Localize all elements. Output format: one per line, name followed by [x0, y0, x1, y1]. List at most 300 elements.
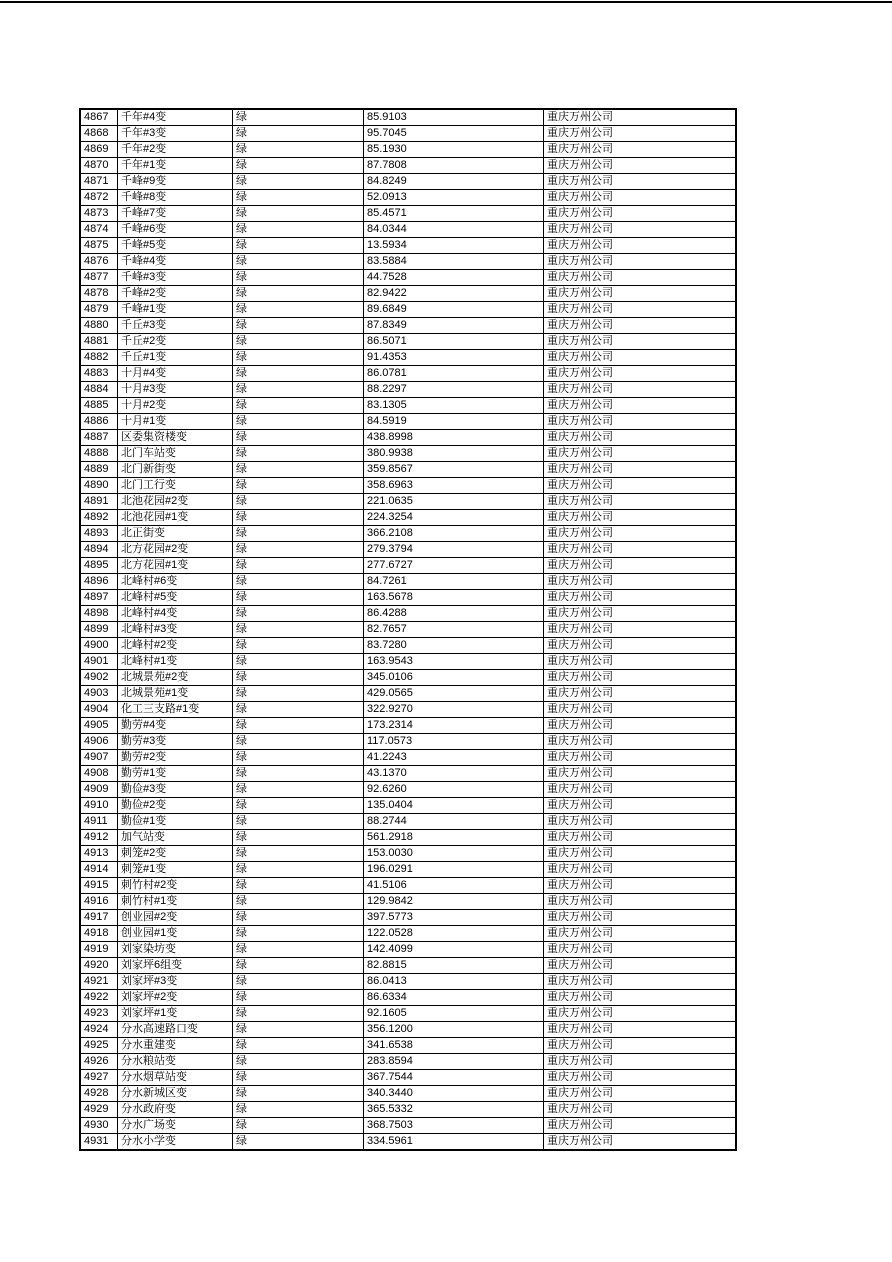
status-cell: 绿 [233, 990, 364, 1006]
table-row [80, 750, 736, 766]
row-id-cell: 4917 [80, 910, 118, 926]
table-row [80, 590, 736, 606]
table-row [80, 254, 736, 270]
company-cell: 重庆万州公司 [544, 366, 737, 382]
table-row [80, 718, 736, 734]
company-cell: 重庆万州公司 [544, 430, 737, 446]
substation-name-cell: 千丘#1变 [118, 350, 233, 366]
table-row [80, 734, 736, 750]
page-top-rule [0, 1, 892, 3]
status-cell: 绿 [233, 382, 364, 398]
table-row [80, 1118, 736, 1134]
value-cell: 438.8998 [364, 430, 544, 446]
status-cell: 绿 [233, 574, 364, 590]
value-cell: 92.6260 [364, 782, 544, 798]
company-cell: 重庆万州公司 [544, 1006, 737, 1022]
company-cell: 重庆万州公司 [544, 910, 737, 926]
substation-name-cell: 分水广场变 [118, 1118, 233, 1134]
status-cell: 绿 [233, 510, 364, 526]
company-cell: 重庆万州公司 [544, 894, 737, 910]
status-cell: 绿 [233, 494, 364, 510]
row-id-cell: 4875 [80, 238, 118, 254]
company-cell: 重庆万州公司 [544, 462, 737, 478]
row-id-cell: 4907 [80, 750, 118, 766]
company-cell: 重庆万州公司 [544, 574, 737, 590]
status-cell: 绿 [233, 1134, 364, 1151]
table-row [80, 670, 736, 686]
value-cell: 367.7544 [364, 1070, 544, 1086]
status-cell: 绿 [233, 254, 364, 270]
status-cell: 绿 [233, 734, 364, 750]
substation-name-cell: 北城景苑#1变 [118, 686, 233, 702]
row-id-cell: 4876 [80, 254, 118, 270]
substation-name-cell: 区委集资楼变 [118, 430, 233, 446]
substation-name-cell: 千丘#3变 [118, 318, 233, 334]
substation-name-cell: 刘家坪#1变 [118, 1006, 233, 1022]
status-cell: 绿 [233, 702, 364, 718]
row-id-cell: 4871 [80, 174, 118, 190]
table-row [80, 1070, 736, 1086]
row-id-cell: 4920 [80, 958, 118, 974]
status-cell: 绿 [233, 942, 364, 958]
company-cell: 重庆万州公司 [544, 109, 737, 126]
row-id-cell: 4903 [80, 686, 118, 702]
row-id-cell: 4882 [80, 350, 118, 366]
company-cell: 重庆万州公司 [544, 1038, 737, 1054]
value-cell: 117.0573 [364, 734, 544, 750]
status-cell: 绿 [233, 109, 364, 126]
status-cell: 绿 [233, 222, 364, 238]
company-cell: 重庆万州公司 [544, 286, 737, 302]
company-cell: 重庆万州公司 [544, 158, 737, 174]
row-id-cell: 4879 [80, 302, 118, 318]
company-cell: 重庆万州公司 [544, 718, 737, 734]
status-cell: 绿 [233, 910, 364, 926]
row-id-cell: 4893 [80, 526, 118, 542]
row-id-cell: 4930 [80, 1118, 118, 1134]
row-id-cell: 4915 [80, 878, 118, 894]
company-cell: 重庆万州公司 [544, 750, 737, 766]
substation-name-cell: 刺竹村#2变 [118, 878, 233, 894]
row-id-cell: 4924 [80, 1022, 118, 1038]
company-cell: 重庆万州公司 [544, 606, 737, 622]
value-cell: 88.2744 [364, 814, 544, 830]
table-row [80, 238, 736, 254]
row-id-cell: 4881 [80, 334, 118, 350]
substation-name-cell: 北正街变 [118, 526, 233, 542]
company-cell: 重庆万州公司 [544, 926, 737, 942]
value-cell: 82.7657 [364, 622, 544, 638]
company-cell: 重庆万州公司 [544, 1118, 737, 1134]
value-cell: 86.4288 [364, 606, 544, 622]
status-cell: 绿 [233, 526, 364, 542]
value-cell: 85.1930 [364, 142, 544, 158]
value-cell: 153.0030 [364, 846, 544, 862]
status-cell: 绿 [233, 638, 364, 654]
substation-name-cell: 分水烟草站变 [118, 1070, 233, 1086]
status-cell: 绿 [233, 542, 364, 558]
table-row [80, 430, 736, 446]
table-row [80, 638, 736, 654]
status-cell: 绿 [233, 286, 364, 302]
row-id-cell: 4877 [80, 270, 118, 286]
value-cell: 224.3254 [364, 510, 544, 526]
company-cell: 重庆万州公司 [544, 942, 737, 958]
value-cell: 340.3440 [364, 1086, 544, 1102]
status-cell: 绿 [233, 174, 364, 190]
status-cell: 绿 [233, 238, 364, 254]
row-id-cell: 4878 [80, 286, 118, 302]
company-cell: 重庆万州公司 [544, 446, 737, 462]
status-cell: 绿 [233, 1102, 364, 1118]
row-id-cell: 4887 [80, 430, 118, 446]
row-id-cell: 4905 [80, 718, 118, 734]
substation-name-cell: 勤俭#3变 [118, 782, 233, 798]
company-cell: 重庆万州公司 [544, 1086, 737, 1102]
value-cell: 397.5773 [364, 910, 544, 926]
substation-name-cell: 千峰#2变 [118, 286, 233, 302]
substation-name-cell: 刺笼#2变 [118, 846, 233, 862]
row-id-cell: 4912 [80, 830, 118, 846]
substation-name-cell: 创业园#1变 [118, 926, 233, 942]
value-cell: 163.9543 [364, 654, 544, 670]
status-cell: 绿 [233, 366, 364, 382]
value-cell: 44.7528 [364, 270, 544, 286]
table-row [80, 190, 736, 206]
company-cell: 重庆万州公司 [544, 670, 737, 686]
table-row [80, 142, 736, 158]
status-cell: 绿 [233, 478, 364, 494]
company-cell: 重庆万州公司 [544, 638, 737, 654]
table-row [80, 1102, 736, 1118]
table-row [80, 382, 736, 398]
company-cell: 重庆万州公司 [544, 990, 737, 1006]
substation-name-cell: 千峰#1变 [118, 302, 233, 318]
table-row [80, 990, 736, 1006]
status-cell: 绿 [233, 654, 364, 670]
status-cell: 绿 [233, 846, 364, 862]
table-row [80, 1134, 736, 1151]
substation-name-cell: 勤劳#2变 [118, 750, 233, 766]
value-cell: 85.9103 [364, 109, 544, 126]
value-cell: 341.6538 [364, 1038, 544, 1054]
table-row [80, 686, 736, 702]
company-cell: 重庆万州公司 [544, 510, 737, 526]
status-cell: 绿 [233, 318, 364, 334]
company-cell: 重庆万州公司 [544, 542, 737, 558]
value-cell: 91.4353 [364, 350, 544, 366]
substation-name-cell: 分水重建变 [118, 1038, 233, 1054]
company-cell: 重庆万州公司 [544, 414, 737, 430]
row-id-cell: 4886 [80, 414, 118, 430]
company-cell: 重庆万州公司 [544, 254, 737, 270]
row-id-cell: 4897 [80, 590, 118, 606]
status-cell: 绿 [233, 1054, 364, 1070]
substation-name-cell: 北门新街变 [118, 462, 233, 478]
company-cell: 重庆万州公司 [544, 958, 737, 974]
company-cell: 重庆万州公司 [544, 478, 737, 494]
company-cell: 重庆万州公司 [544, 878, 737, 894]
substation-name-cell: 北方花园#2变 [118, 542, 233, 558]
table-row [80, 622, 736, 638]
substation-name-cell: 勤劳#4变 [118, 718, 233, 734]
row-id-cell: 4913 [80, 846, 118, 862]
status-cell: 绿 [233, 1038, 364, 1054]
company-cell: 重庆万州公司 [544, 270, 737, 286]
status-cell: 绿 [233, 398, 364, 414]
table-row [80, 462, 736, 478]
value-cell: 129.9842 [364, 894, 544, 910]
table-row [80, 414, 736, 430]
status-cell: 绿 [233, 190, 364, 206]
substation-name-cell: 千年#4变 [118, 109, 233, 126]
value-cell: 142.4099 [364, 942, 544, 958]
value-cell: 163.5678 [364, 590, 544, 606]
table-row [80, 974, 736, 990]
table-row [80, 126, 736, 142]
row-id-cell: 4872 [80, 190, 118, 206]
value-cell: 83.7280 [364, 638, 544, 654]
substation-name-cell: 北池花园#1变 [118, 510, 233, 526]
value-cell: 196.0291 [364, 862, 544, 878]
row-id-cell: 4885 [80, 398, 118, 414]
value-cell: 366.2108 [364, 526, 544, 542]
value-cell: 82.8815 [364, 958, 544, 974]
company-cell: 重庆万州公司 [544, 318, 737, 334]
company-cell: 重庆万州公司 [544, 1022, 737, 1038]
value-cell: 41.5106 [364, 878, 544, 894]
table-row [80, 1038, 736, 1054]
status-cell: 绿 [233, 750, 364, 766]
value-cell: 277.6727 [364, 558, 544, 574]
substation-name-cell: 北峰村#3变 [118, 622, 233, 638]
substation-name-cell: 千峰#5变 [118, 238, 233, 254]
value-cell: 43.1370 [364, 766, 544, 782]
table-row [80, 366, 736, 382]
table-row [80, 894, 736, 910]
status-cell: 绿 [233, 926, 364, 942]
status-cell: 绿 [233, 462, 364, 478]
row-id-cell: 4911 [80, 814, 118, 830]
row-id-cell: 4926 [80, 1054, 118, 1070]
status-cell: 绿 [233, 142, 364, 158]
row-id-cell: 4918 [80, 926, 118, 942]
status-cell: 绿 [233, 590, 364, 606]
substation-name-cell: 千峰#4变 [118, 254, 233, 270]
table-row [80, 830, 736, 846]
status-cell: 绿 [233, 206, 364, 222]
substation-name-cell: 北峰村#1变 [118, 654, 233, 670]
row-id-cell: 4891 [80, 494, 118, 510]
row-id-cell: 4889 [80, 462, 118, 478]
company-cell: 重庆万州公司 [544, 686, 737, 702]
row-id-cell: 4928 [80, 1086, 118, 1102]
company-cell: 重庆万州公司 [544, 238, 737, 254]
row-id-cell: 4874 [80, 222, 118, 238]
value-cell: 82.9422 [364, 286, 544, 302]
table-row [80, 910, 736, 926]
company-cell: 重庆万州公司 [544, 222, 737, 238]
substation-name-cell: 分水高速路口变 [118, 1022, 233, 1038]
status-cell: 绿 [233, 446, 364, 462]
row-id-cell: 4909 [80, 782, 118, 798]
row-id-cell: 4931 [80, 1134, 118, 1151]
table-row [80, 270, 736, 286]
value-cell: 365.5332 [364, 1102, 544, 1118]
row-id-cell: 4908 [80, 766, 118, 782]
table-row [80, 862, 736, 878]
row-id-cell: 4927 [80, 1070, 118, 1086]
status-cell: 绿 [233, 894, 364, 910]
status-cell: 绿 [233, 718, 364, 734]
substation-table [79, 108, 737, 1151]
status-cell: 绿 [233, 1022, 364, 1038]
status-cell: 绿 [233, 1118, 364, 1134]
status-cell: 绿 [233, 830, 364, 846]
value-cell: 122.0528 [364, 926, 544, 942]
table-row [80, 1022, 736, 1038]
row-id-cell: 4892 [80, 510, 118, 526]
table-row [80, 1006, 736, 1022]
status-cell: 绿 [233, 974, 364, 990]
status-cell: 绿 [233, 302, 364, 318]
value-cell: 279.3794 [364, 542, 544, 558]
status-cell: 绿 [233, 814, 364, 830]
row-id-cell: 4899 [80, 622, 118, 638]
substation-name-cell: 勤俭#1变 [118, 814, 233, 830]
value-cell: 561.2918 [364, 830, 544, 846]
status-cell: 绿 [233, 606, 364, 622]
company-cell: 重庆万州公司 [544, 590, 737, 606]
row-id-cell: 4868 [80, 126, 118, 142]
company-cell: 重庆万州公司 [544, 494, 737, 510]
status-cell: 绿 [233, 334, 364, 350]
substation-name-cell: 勤俭#2变 [118, 798, 233, 814]
value-cell: 41.2243 [364, 750, 544, 766]
company-cell: 重庆万州公司 [544, 974, 737, 990]
status-cell: 绿 [233, 782, 364, 798]
status-cell: 绿 [233, 1070, 364, 1086]
table-row [80, 782, 736, 798]
table-row [80, 926, 736, 942]
substation-name-cell: 十月#3变 [118, 382, 233, 398]
row-id-cell: 4867 [80, 109, 118, 126]
row-id-cell: 4914 [80, 862, 118, 878]
substation-name-cell: 刘家染坊变 [118, 942, 233, 958]
table-row [80, 958, 736, 974]
row-id-cell: 4896 [80, 574, 118, 590]
substation-name-cell: 北池花园#2变 [118, 494, 233, 510]
row-id-cell: 4873 [80, 206, 118, 222]
value-cell: 429.0565 [364, 686, 544, 702]
value-cell: 359.8567 [364, 462, 544, 478]
status-cell: 绿 [233, 158, 364, 174]
substation-name-cell: 分水政府变 [118, 1102, 233, 1118]
value-cell: 95.7045 [364, 126, 544, 142]
value-cell: 368.7503 [364, 1118, 544, 1134]
value-cell: 85.4571 [364, 206, 544, 222]
value-cell: 380.9938 [364, 446, 544, 462]
row-id-cell: 4898 [80, 606, 118, 622]
company-cell: 重庆万州公司 [544, 702, 737, 718]
status-cell: 绿 [233, 126, 364, 142]
substation-name-cell: 千年#1变 [118, 158, 233, 174]
status-cell: 绿 [233, 558, 364, 574]
company-cell: 重庆万州公司 [544, 190, 737, 206]
row-id-cell: 4922 [80, 990, 118, 1006]
status-cell: 绿 [233, 1086, 364, 1102]
row-id-cell: 4925 [80, 1038, 118, 1054]
company-cell: 重庆万州公司 [544, 782, 737, 798]
value-cell: 87.8349 [364, 318, 544, 334]
table-row [80, 798, 736, 814]
substation-name-cell: 北门车站变 [118, 446, 233, 462]
status-cell: 绿 [233, 622, 364, 638]
company-cell: 重庆万州公司 [544, 654, 737, 670]
substation-name-cell: 勤劳#3变 [118, 734, 233, 750]
table-row [80, 302, 736, 318]
table-row [80, 222, 736, 238]
value-cell: 84.8249 [364, 174, 544, 190]
substation-name-cell: 十月#2变 [118, 398, 233, 414]
table-row [80, 654, 736, 670]
value-cell: 345.0106 [364, 670, 544, 686]
company-cell: 重庆万州公司 [544, 862, 737, 878]
substation-name-cell: 北方花园#1变 [118, 558, 233, 574]
company-cell: 重庆万州公司 [544, 350, 737, 366]
value-cell: 87.7808 [364, 158, 544, 174]
table-row [80, 574, 736, 590]
value-cell: 52.0913 [364, 190, 544, 206]
status-cell: 绿 [233, 414, 364, 430]
table-row [80, 158, 736, 174]
substation-name-cell: 刺笼#1变 [118, 862, 233, 878]
value-cell: 83.1305 [364, 398, 544, 414]
company-cell: 重庆万州公司 [544, 1070, 737, 1086]
table-row [80, 878, 736, 894]
row-id-cell: 4919 [80, 942, 118, 958]
table-row [80, 206, 736, 222]
status-cell: 绿 [233, 1006, 364, 1022]
status-cell: 绿 [233, 350, 364, 366]
table-row [80, 766, 736, 782]
substation-name-cell: 刘家坪6组变 [118, 958, 233, 974]
substation-name-cell: 千丘#2变 [118, 334, 233, 350]
substation-name-cell: 北峰村#5变 [118, 590, 233, 606]
row-id-cell: 4921 [80, 974, 118, 990]
company-cell: 重庆万州公司 [544, 1102, 737, 1118]
company-cell: 重庆万州公司 [544, 798, 737, 814]
substation-name-cell: 刺竹村#1变 [118, 894, 233, 910]
substation-name-cell: 分水新城区变 [118, 1086, 233, 1102]
table-row [80, 510, 736, 526]
substation-name-cell: 北门工行变 [118, 478, 233, 494]
row-id-cell: 4906 [80, 734, 118, 750]
table-row [80, 318, 736, 334]
substation-name-cell: 刘家坪#3变 [118, 974, 233, 990]
company-cell: 重庆万州公司 [544, 398, 737, 414]
company-cell: 重庆万州公司 [544, 814, 737, 830]
substation-name-cell: 千峰#7变 [118, 206, 233, 222]
company-cell: 重庆万州公司 [544, 622, 737, 638]
substation-name-cell: 北峰村#4变 [118, 606, 233, 622]
value-cell: 334.5961 [364, 1134, 544, 1151]
row-id-cell: 4910 [80, 798, 118, 814]
row-id-cell: 4900 [80, 638, 118, 654]
row-id-cell: 4888 [80, 446, 118, 462]
row-id-cell: 4901 [80, 654, 118, 670]
row-id-cell: 4902 [80, 670, 118, 686]
